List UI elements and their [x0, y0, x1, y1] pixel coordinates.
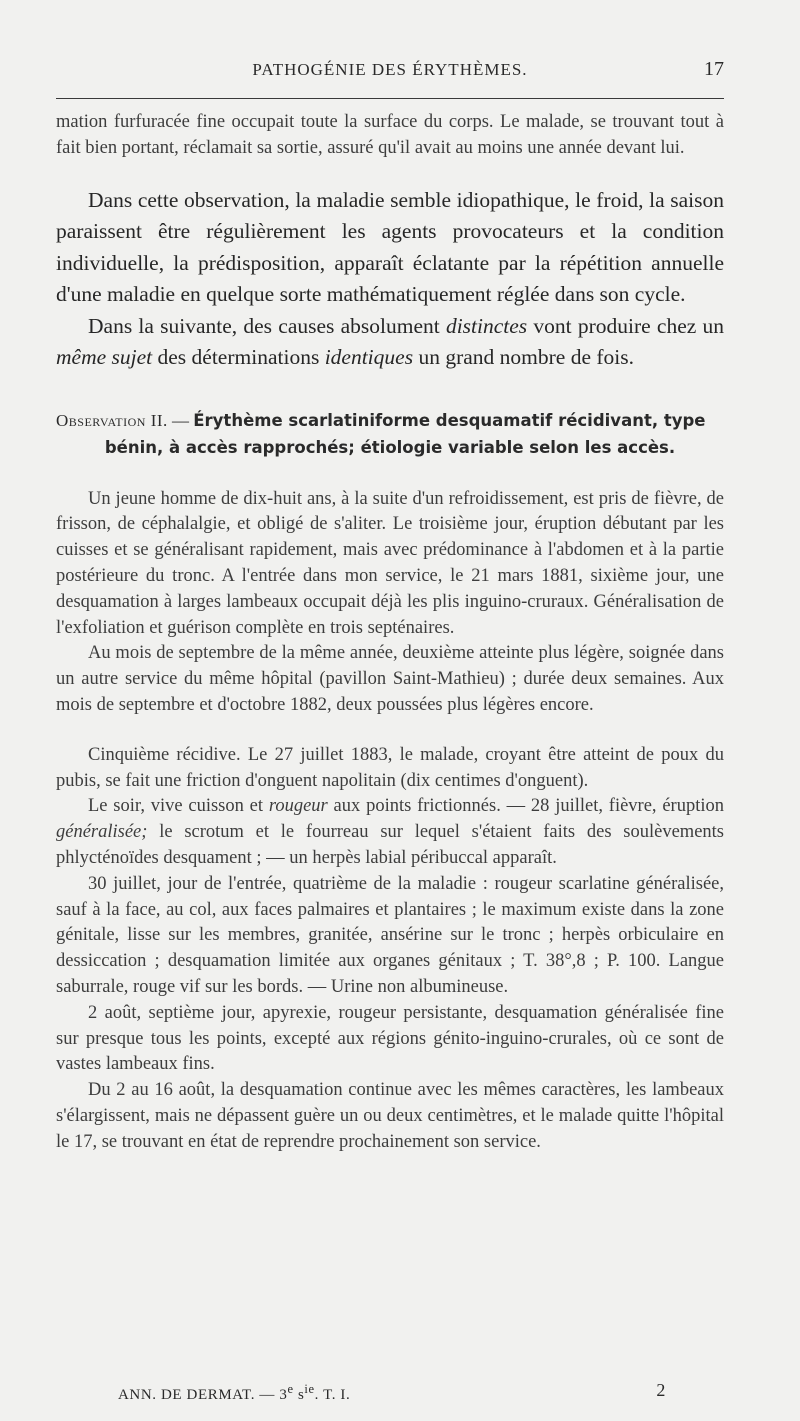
text-run: un grand nombre de fois. [413, 345, 634, 370]
paragraph: 2 août, septième jour, apyrexie, rougeur persistante, desquamation généralisée fine sur presque tous les points, excepté aux régions génito-inguino-crurales, où ce sont de vastes lambeaux fins. [56, 1002, 724, 1075]
journal-signature [118, 1382, 350, 1404]
paragraph [56, 311, 724, 374]
page-footer [56, 1382, 724, 1406]
text-run: s [293, 1387, 305, 1403]
text-run: des déterminations [152, 345, 325, 370]
paragraph: Un jeune homme de dix-huit ans, à la suite d'un refroidissement, est pris de fièvre, de frisson, de céphalalgie, et obligé de s'aliter. Le troisième jour, éruption débutant par les cuisses et se généralisant rapidement, mais avec prédominance à l'abdomen et à la partie postérieure du tronc. A l'entrée dans mon service, le 21 mars 1881, sixième jour, une desquamation à larges lambeaux occupait déjà les plis inguino-cruraux. Généralisation de l'exfoliation et guérison complète en trois septénaires. [56, 488, 724, 638]
emphasis: généralisée; [56, 822, 148, 843]
paragraph: Au mois de septembre de la même année, deuxième atteinte plus légère, soignée dans un autre service du même hôpital (pavillon Saint-Mathieu) ; durée deux semaines. Aux mois de septembre et d'octobre 1882, deux poussées plus légères encore. [56, 643, 724, 715]
signature-mark: 2 [656, 1380, 666, 1400]
observation-dash: — [167, 410, 194, 430]
observation-title-line1: Érythème scarlatiniforme desquamatif récidivant, type [193, 410, 706, 430]
emphasis: identiques [324, 345, 414, 370]
text-run: le scrotum et le fourreau sur lequel s'étaient faits des soulèvements phlycténoïdes desquament ; — un herpès labial péribuccal apparaît. [56, 822, 724, 868]
paragraph: Cinquième récidive. Le 27 juillet 1883, le malade, croyant être atteint de poux du pubis, se fait une friction d'onguent napolitain (dix centimes d'onguent). [56, 744, 724, 791]
observation-title-line2: bénin, à accès rapprochés; étiologie variable selon les accès. [104, 437, 676, 457]
paragraph: Du 2 au 16 août, la desquamation continue avec les mêmes caractères, les lambeaux s'élargissent, mais ne dépassent guère un ou deux centimètres, et le malade quitte l'hôpital le 17, se trouvant en état de reprendre prochainement son service. [56, 1080, 724, 1152]
running-title: PATHOGÉNIE DES ÉRYTHÈMES. [252, 60, 528, 79]
observation-label: Observation II. [56, 410, 168, 430]
paragraph: 30 juillet, jour de l'entrée, quatrième de la maladie : rougeur scarlatine généralisée, sauf à la face, au col, aux faces palmaires et plantaires ; le maximum existe dans la zone génitale, lisse sur les membres, granitée, ansérine sur le tronc ; herpès orbiculaire en dessiccation ; desquamation limitée aux organes génitaux ; T. 38°,8 ; P. 100. Langue saburrale, rouge vif sur les bords. — Urine non albumineuse. [56, 873, 724, 997]
emphasis: même sujet [56, 345, 153, 370]
text-run: ANN. DE DERMAT. — 3 [118, 1387, 288, 1403]
running-header [56, 60, 724, 88]
page-body [56, 110, 724, 1156]
superscript: ie [304, 1382, 315, 1396]
paragraph [56, 794, 724, 871]
text-run: vont produire chez un [527, 313, 724, 338]
emphasis: rougeur [268, 796, 328, 817]
text-run: . T. I. [314, 1387, 351, 1403]
paragraph: mation furfuracée fine occupait toute la surface du corps. Le malade, se trouvant tout à fait bien portant, réclamait sa sortie, assuré qu'il avait au moins une année devant lui. [56, 112, 724, 158]
text-run: aux points frictionnés. — 28 juillet, fièvre, éruption [327, 796, 724, 817]
page-number: 17 [704, 58, 724, 80]
text-run: Dans la suivante, des causes absolument [88, 313, 446, 338]
emphasis: distinctes [445, 313, 528, 338]
paragraph: Dans cette observation, la maladie semble idiopathique, le froid, la saison paraissent être régulièrement les agents provocateurs et la condition individuelle, la prédisposition, apparaît éclatante par la répétition annuelle d'une maladie en quelque sorte mathématiquement réglée dans son cycle. [56, 187, 724, 307]
observation-heading [56, 407, 724, 461]
superscript: e [287, 1382, 294, 1396]
header-rule [56, 98, 724, 99]
text-run: Le soir, vive cuisson et [88, 796, 269, 817]
